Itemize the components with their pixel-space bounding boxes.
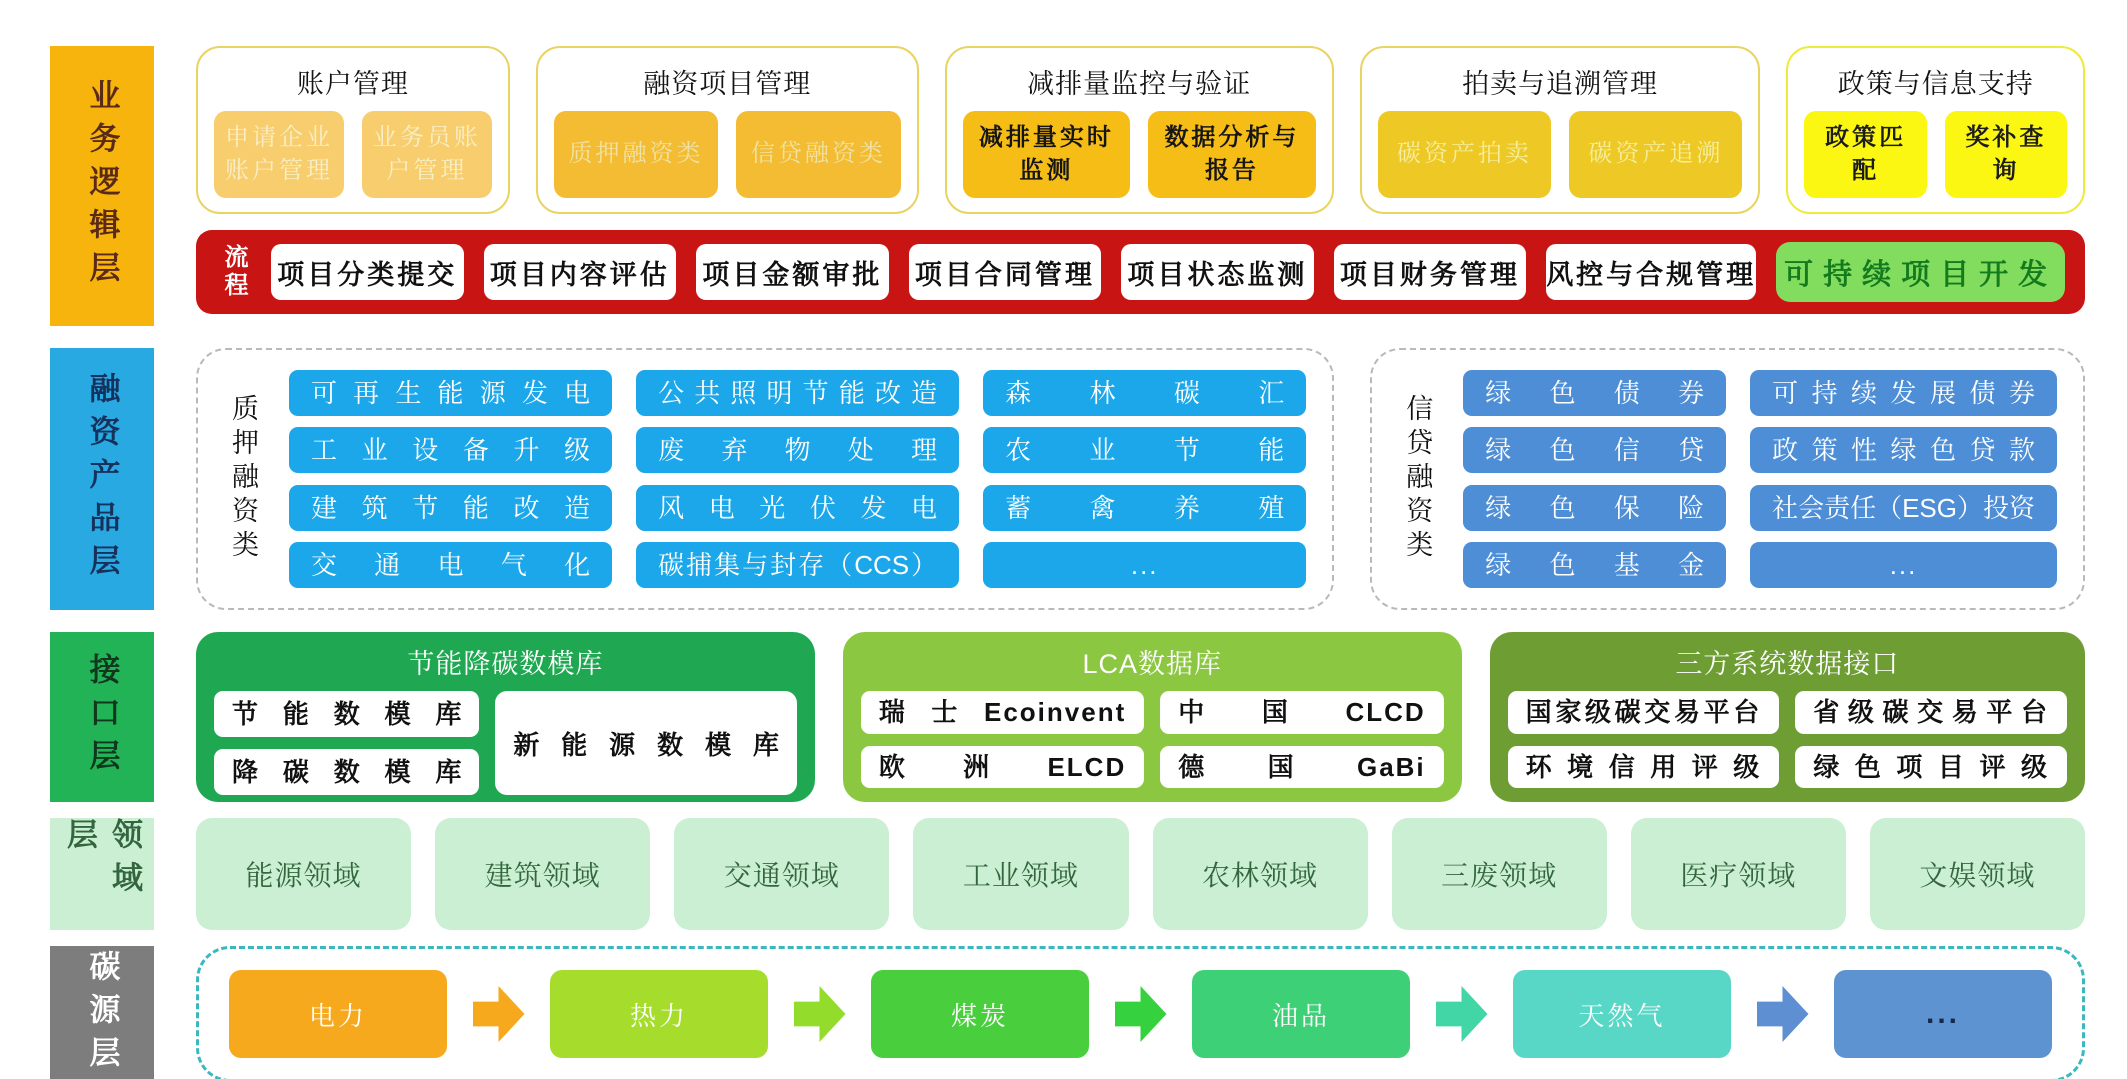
item-renewable-power: 可再生能源发电 [289, 370, 612, 416]
button-policy-matching: 政策匹配 [1804, 111, 1926, 198]
domain-industry: 工业领域 [913, 818, 1128, 930]
pill-ecoinvent [861, 691, 1144, 734]
carbon-coal: 煤炭 [871, 970, 1089, 1058]
pill-new-energy-db [495, 691, 796, 795]
item-livestock-breeding: 蓄禽养殖 [983, 485, 1306, 531]
domain-layer [50, 818, 2085, 930]
card-title: 三方系统数据接口 [1675, 649, 1900, 679]
process-flow-bar [196, 230, 2085, 314]
arrow-right-icon [794, 986, 846, 1042]
button-enterprise-account: 申请企业账户管理 [214, 111, 344, 198]
pledge-financing-group [196, 348, 1334, 610]
card-energy-carbon-model-db [196, 632, 815, 802]
card-body [214, 691, 797, 795]
card-lca-database [843, 632, 1462, 802]
pill-new-energy-db-label: 新能源数模库 [513, 729, 779, 760]
flow-label: 流程 [220, 244, 247, 300]
domain-energy: 能源领域 [196, 818, 411, 930]
card-account-management [196, 46, 510, 214]
carbon-content [196, 946, 2085, 1079]
carbon-natural-gas: 天然气 [1513, 970, 1731, 1058]
credit-group-label: 信贷融资类 [1402, 394, 1433, 564]
business-cards [196, 46, 2085, 214]
flow-step-finance-management: 项目财务管理 [1334, 244, 1527, 300]
sidebar-carbon-source-layer [50, 946, 154, 1079]
flow-step-content-evaluation: 项目内容评估 [484, 244, 677, 300]
card-emission-monitoring-verification [945, 46, 1334, 214]
sidebar-interface-layer [50, 632, 154, 802]
pill-label: 中国CLCD [1178, 697, 1426, 728]
pill-label: 省级碳交易平台 [1813, 697, 2049, 728]
credit-columns [1463, 366, 2057, 592]
pill-elcd [861, 746, 1144, 789]
pill-environment-credit-rating [1508, 746, 1780, 789]
card-body [861, 691, 1444, 788]
interface-layer [50, 632, 2085, 802]
button-staff-account: 业务员账户管理 [362, 111, 492, 198]
card-buttons [1804, 111, 2067, 198]
carbon-oil: 油品 [1192, 970, 1410, 1058]
domain-content [196, 818, 2085, 930]
button-credit-financing: 信贷融资类 [736, 111, 900, 198]
carbon-electricity: 电力 [229, 970, 447, 1058]
item-pledge-more: ... [983, 542, 1306, 588]
pill-label: 瑞士Ecoinvent [878, 697, 1127, 728]
card-title: 拍卖与追溯管理 [1462, 69, 1659, 99]
pledge-col-1 [289, 366, 612, 592]
pill-energy-saving-db: 节能数模库 [214, 691, 479, 737]
item-green-insurance: 绿色保险 [1463, 485, 1726, 531]
button-subsidy-query: 奖补查询 [1945, 111, 2067, 198]
item-transport-electrification: 交通电气化 [289, 542, 612, 588]
card-title: 政策与信息支持 [1837, 69, 2034, 99]
item-building-retrofit: 建筑节能改造 [289, 485, 612, 531]
arrow-right-icon [1115, 986, 1167, 1042]
pill-label: 绿色项目评级 [1813, 751, 2049, 782]
pill-carbon-reduction-db: 降碳数模库 [214, 749, 479, 795]
item-wind-solar-power: 风电光伏发电 [636, 485, 959, 531]
domain-transport: 交通领域 [674, 818, 889, 930]
item-green-bond: 绿色债券 [1463, 370, 1726, 416]
sidebar-domain-layer [50, 818, 154, 930]
pill-label: 德国GaBi [1178, 751, 1426, 782]
domain-agriculture-forestry: 农林领域 [1153, 818, 1368, 930]
sidebar-business-logic-layer [50, 46, 154, 326]
item-ccs: 碳捕集与封存（CCS） [636, 542, 959, 588]
pledge-columns [289, 366, 1306, 592]
button-carbon-asset-auction: 碳资产拍卖 [1378, 111, 1551, 198]
products-content [196, 348, 2085, 610]
card-policy-info-support [1786, 46, 2085, 214]
item-green-credit: 绿色信贷 [1463, 427, 1726, 473]
card-title: 账户管理 [296, 69, 409, 99]
pill-label: 环境信用评级 [1525, 751, 1762, 782]
card-title: LCA数据库 [1082, 649, 1222, 679]
flow-step-amount-approval: 项目金额审批 [696, 244, 889, 300]
item-waste-treatment: 废弃物处理 [636, 427, 959, 473]
item-esg-investment: 社会责任（ESG）投资 [1750, 485, 2057, 531]
pill-gabi [1160, 746, 1443, 789]
sidebar-label: 业务逻辑层 [84, 78, 120, 294]
item-green-fund: 绿色基金 [1463, 542, 1726, 588]
card-buttons [554, 111, 901, 198]
card-financing-project-management [536, 46, 919, 214]
credit-financing-group [1370, 348, 2085, 610]
financing-product-layer [50, 348, 2085, 610]
button-carbon-asset-trace: 碳资产追溯 [1569, 111, 1742, 198]
credit-col-1 [1463, 366, 1726, 592]
button-realtime-monitoring: 减排量实时监测 [963, 111, 1131, 198]
button-data-analysis-report: 数据分析与报告 [1148, 111, 1316, 198]
pledge-col-3 [983, 366, 1306, 592]
carbon-source-layer [50, 946, 2085, 1079]
sidebar-label: 碳源层 [84, 949, 120, 1079]
carbon-more: ... [1834, 970, 2052, 1058]
pill-national-carbon-exchange [1508, 691, 1780, 734]
pledge-col-2 [636, 366, 959, 592]
sidebar-label: 接口层 [84, 652, 120, 782]
flow-step-contract-management: 项目合同管理 [909, 244, 1102, 300]
sidebar-financing-product-layer [50, 348, 154, 610]
card-title: 融资项目管理 [643, 69, 812, 99]
pill-label: 国家级碳交易平台 [1525, 697, 1762, 728]
pledge-group-label: 质押融资类 [228, 394, 258, 564]
item-forest-carbon-sink: 森林碳汇 [983, 370, 1306, 416]
card-buttons [214, 111, 492, 198]
card-buttons [1378, 111, 1743, 198]
item-agriculture-saving: 农业节能 [983, 427, 1306, 473]
button-pledge-financing: 质押融资类 [554, 111, 718, 198]
domain-building: 建筑领域 [435, 818, 650, 930]
pill-provincial-carbon-exchange [1795, 691, 2067, 734]
card-buttons [963, 111, 1316, 198]
pill-clcd [1160, 691, 1443, 734]
item-industrial-upgrade: 工业设备升级 [289, 427, 612, 473]
arrow-right-icon [1757, 986, 1809, 1042]
flow-step-classification-submit: 项目分类提交 [271, 244, 464, 300]
carbon-heat: 热力 [550, 970, 768, 1058]
pill-green-project-rating [1795, 746, 2067, 789]
item-sustainable-bond: 可持续发展债券 [1750, 370, 2057, 416]
item-policy-green-loan: 政策性绿色贷款 [1750, 427, 2057, 473]
card-title: 减排量监控与验证 [1027, 69, 1252, 99]
interface-content [196, 632, 2085, 802]
credit-col-2 [1750, 366, 2057, 592]
flow-step-risk-compliance: 风控与合规管理 [1546, 244, 1756, 300]
card-auction-trace-management [1360, 46, 1761, 214]
domain-culture-entertainment: 文娱领域 [1870, 818, 2085, 930]
item-credit-more: ... [1750, 542, 2057, 588]
item-public-lighting: 公共照明节能改造 [636, 370, 959, 416]
business-logic-layer [50, 46, 2085, 326]
arrow-right-icon [1436, 986, 1488, 1042]
arrow-right-icon [473, 986, 525, 1042]
pill-label: 欧洲ELCD [878, 751, 1127, 782]
model-db-stack [214, 691, 479, 795]
sidebar-label: 融资产品层 [84, 371, 120, 587]
business-content [196, 46, 2085, 326]
flow-step-status-monitoring: 项目状态监测 [1121, 244, 1314, 300]
card-thirdparty-data-interface [1490, 632, 2085, 802]
card-title: 节能降碳数模库 [407, 649, 604, 679]
sidebar-label: 领域层 [62, 818, 142, 904]
domain-medical: 医疗领域 [1631, 818, 1846, 930]
domain-three-wastes: 三废领域 [1392, 818, 1607, 930]
card-body [1508, 691, 2067, 788]
flow-highlight-sustainable-project: 可持续项目开发 [1776, 242, 2065, 302]
